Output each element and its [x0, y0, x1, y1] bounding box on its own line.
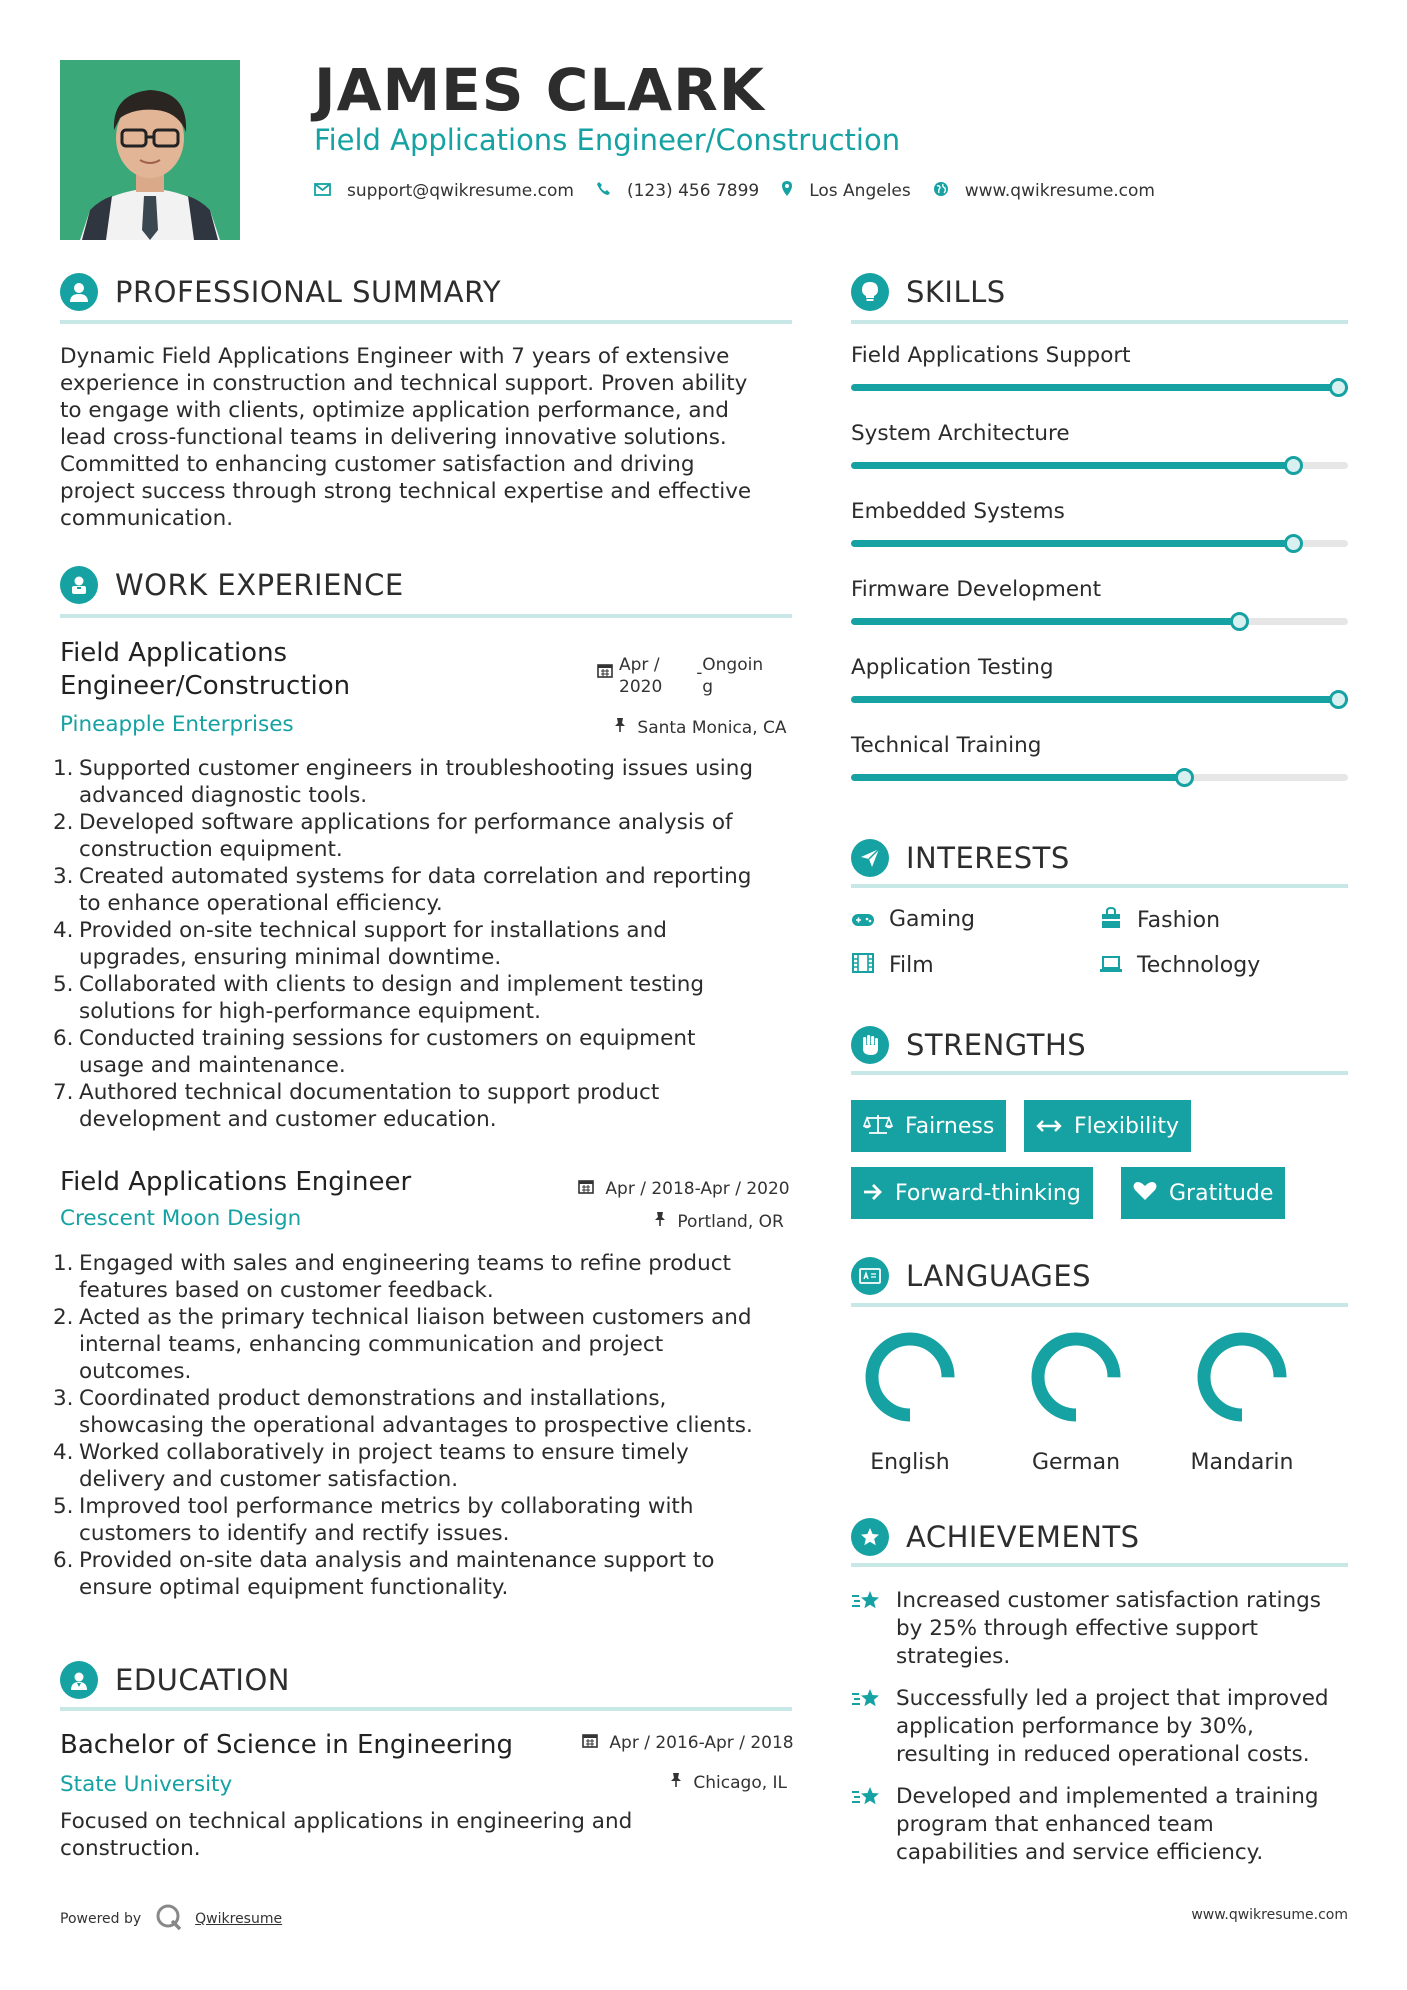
powered-by-label: Powered by: [60, 1911, 142, 1927]
skill-bar-fill: [851, 540, 1293, 547]
section-divider: [60, 614, 792, 618]
languages-header: [851, 1257, 1348, 1295]
company-name: Pineapple Enterprises: [60, 712, 294, 737]
contact-email[interactable]: support@qwikresume.com: [347, 180, 574, 201]
brand-link[interactable]: Qwikresume: [195, 1911, 283, 1927]
section-divider: [851, 1071, 1348, 1075]
skill-item: [851, 421, 1348, 499]
skill-bar: [851, 462, 1348, 469]
language-item: [850, 1330, 970, 1475]
job-bullets: [53, 755, 792, 1133]
envelope-icon: [314, 181, 331, 200]
achievement-item: Developed and implemented a training program that enhanced team capabilities and service efficiency.: [851, 1783, 1348, 1867]
language-card-icon: [851, 1257, 889, 1295]
list-item: 1. Supported customer engineers in troubleshooting issues using advanced diagnostic tools.: [53, 756, 754, 808]
skill-name: Field Applications Support: [851, 343, 1131, 368]
pushpin-icon: [654, 1212, 671, 1232]
balance-scale-icon: [863, 1113, 893, 1140]
degree-title: Bachelor of Science in Engineering: [60, 1730, 513, 1760]
contact-bar: [314, 180, 1177, 201]
briefcase-icon: [60, 566, 98, 604]
skill-bar-fill: [851, 774, 1184, 781]
skill-name: Technical Training: [851, 733, 1042, 758]
skill-bar-fill: [851, 618, 1239, 625]
skill-bar: [851, 696, 1348, 703]
language-gauge: [1016, 1330, 1136, 1430]
globe-icon: [933, 181, 949, 201]
interest-item: Film: [851, 953, 934, 978]
map-pin-icon: [781, 180, 793, 201]
skill-bar: [851, 384, 1348, 391]
list-item: 1. Engaged with sales and engineering teams to refine product features based on customer feedback.: [53, 1251, 731, 1303]
job-dates: Apr / 2018-Apr / 2020: [578, 1178, 790, 1199]
education-header: [60, 1661, 792, 1699]
heart-icon: [1133, 1181, 1157, 1206]
fist-icon: [851, 1026, 889, 1064]
list-item: 4. Worked collaboratively in project teams to ensure timely delivery and customer satisfaction.: [53, 1440, 689, 1492]
star-badge-icon: [851, 1518, 889, 1556]
graduate-icon: [60, 1661, 98, 1699]
strength-tag: Flexibility: [1024, 1100, 1191, 1152]
calendar-icon: [578, 1179, 599, 1199]
lightbulb-icon: [851, 273, 889, 311]
language-name: Mandarin: [1190, 1450, 1294, 1475]
calendar-icon: [597, 662, 613, 698]
section-title: LANGUAGES: [906, 1259, 1092, 1293]
language-item: [1016, 1330, 1136, 1475]
summary-text: Dynamic Field Applications Engineer with 7 years of extensive experience in construction and technical support. Proven ability to engage with clients, optimize application performance, and lead cross-functional teams in delivering innovative solutions. Committed to enhancing customer satisfaction and driving project success through strong technical expertise and effective communication.: [60, 344, 752, 531]
film-icon: [851, 953, 875, 978]
job-bullets: [53, 1250, 792, 1601]
strength-tag: Fairness: [851, 1100, 1006, 1152]
skill-bar-knob: [1175, 768, 1194, 787]
phone-icon: [596, 181, 611, 200]
footer-powered: [60, 1903, 282, 1935]
star-icon: [851, 1587, 896, 1671]
pushpin-icon: [670, 1773, 687, 1793]
skill-item: [851, 343, 1348, 421]
section-title: ACHIEVEMENTS: [906, 1520, 1140, 1554]
list-item: 2. Developed software applications for performance analysis of construction equipment.: [53, 810, 733, 862]
achievements-header: [851, 1518, 1348, 1556]
paper-plane-icon: [851, 839, 889, 877]
skills-header: [851, 273, 1348, 311]
contact-website[interactable]: www.qwikresume.com: [964, 180, 1155, 201]
list-item: 3. Coordinated product demonstrations and installations, showcasing the operational advantages to prospective clients.: [53, 1386, 753, 1438]
section-title: EDUCATION: [115, 1663, 291, 1697]
language-item: [1182, 1330, 1302, 1475]
job-location: Santa Monica, CA: [614, 717, 787, 738]
language-name: English: [870, 1450, 950, 1475]
list-item: 6. Conducted training sessions for customers on equipment usage and maintenance.: [53, 1026, 696, 1078]
achievement-item: Successfully led a project that improved application performance by 30%, resulting in reduced operational costs.: [851, 1685, 1348, 1769]
section-divider: [851, 1563, 1348, 1567]
list-item: 2. Acted as the primary technical liaison between customers and internal teams, enhancing communication and project outcomes.: [53, 1305, 752, 1384]
summary-header: [60, 273, 792, 311]
strengths-header: [851, 1026, 1348, 1064]
interest-item: Gaming: [851, 907, 975, 932]
language-gauge-arc: [1204, 1339, 1280, 1415]
skill-bar-fill: [851, 462, 1293, 469]
experience-header: [60, 566, 792, 604]
skill-name: Firmware Development: [851, 577, 1102, 602]
arrows-horizontal-icon: [1036, 1114, 1062, 1138]
language-gauge-arc: [1038, 1339, 1114, 1415]
skill-name: Application Testing: [851, 655, 1054, 680]
school-name: State University: [60, 1772, 233, 1797]
education-description: Focused on technical applications in engineering and construction.: [60, 1809, 633, 1861]
language-gauge-arc: [872, 1339, 948, 1415]
skill-name: Embedded Systems: [851, 499, 1065, 524]
skill-bar: [851, 618, 1348, 625]
section-divider: [851, 1303, 1348, 1307]
profile-photo: [60, 60, 240, 240]
section-divider: [851, 320, 1348, 324]
list-item: 3. Created automated systems for data correlation and reporting to enhance operational efficiency.: [53, 864, 752, 916]
achievement-item: Increased customer satisfaction ratings by 25% through effective support strategies.: [851, 1587, 1348, 1671]
skill-bar-knob: [1284, 534, 1303, 553]
user-icon: [60, 273, 98, 311]
contact-location: Los Angeles: [809, 180, 911, 201]
qwikresume-logo-icon: [155, 1903, 183, 1935]
strength-tag: Gratitude: [1121, 1167, 1285, 1219]
section-title: STRENGTHS: [906, 1028, 1087, 1062]
laptop-icon: [1099, 954, 1123, 978]
job-title: Field Applications Engineer/Construction: [60, 638, 351, 701]
bag-icon: [1099, 907, 1123, 934]
skill-bar: [851, 540, 1348, 547]
candidate-name: JAMES CLARK: [314, 56, 765, 124]
skill-bar: [851, 774, 1348, 781]
candidate-title: Field Applications Engineer/Construction: [314, 123, 901, 157]
skill-item: [851, 655, 1348, 733]
contact-phone[interactable]: (123) 456 7899: [626, 180, 760, 201]
skill-bar-fill: [851, 696, 1348, 703]
pushpin-icon: [614, 718, 631, 738]
calendar-icon: [582, 1733, 603, 1753]
interest-item: Fashion: [1099, 907, 1220, 934]
skill-list: [851, 343, 1348, 811]
star-icon: [851, 1783, 896, 1867]
skill-bar-knob: [1329, 690, 1348, 709]
list-item: 5. Improved tool performance metrics by collaborating with customers to identify and rectify issues.: [53, 1494, 694, 1546]
list-item: 7. Authored technical documentation to support product development and customer education.: [53, 1080, 660, 1132]
gamepad-icon: [851, 908, 875, 932]
section-title: SKILLS: [906, 275, 1006, 309]
language-gauge: [850, 1330, 970, 1430]
strength-tag: Forward-thinking: [851, 1167, 1093, 1219]
job-location: Portland, OR: [654, 1211, 784, 1232]
skill-name: System Architecture: [851, 421, 1070, 446]
job-title: Field Applications Engineer: [60, 1167, 412, 1197]
skill-bar-knob: [1230, 612, 1249, 631]
section-title: INTERESTS: [906, 841, 1070, 875]
list-item: 5. Collaborated with clients to design and implement testing solutions for high-performance equipment.: [53, 972, 705, 1024]
section-divider: [60, 1707, 792, 1711]
job-dates: Apr / 2020 - Ongoin g: [597, 654, 763, 698]
skill-item: [851, 499, 1348, 577]
interest-item: Technology: [1099, 953, 1260, 978]
education-dates: Apr / 2016-Apr / 2018: [582, 1732, 794, 1753]
skill-bar-fill: [851, 384, 1348, 391]
section-title: PROFESSIONAL SUMMARY: [115, 275, 502, 309]
skill-bar-knob: [1329, 378, 1348, 397]
section-divider: [60, 320, 792, 324]
section-title: WORK EXPERIENCE: [115, 568, 404, 602]
arrow-right-icon: [863, 1181, 883, 1205]
list-item: 6. Provided on-site data analysis and maintenance support to ensure optimal equipment functionality.: [53, 1548, 715, 1600]
skill-item: [851, 733, 1348, 811]
skill-bar-knob: [1284, 456, 1303, 475]
section-divider: [851, 884, 1348, 888]
education-location: Chicago, IL: [670, 1772, 787, 1793]
footer-website[interactable]: www.qwikresume.com: [1191, 1907, 1348, 1923]
interests-header: [851, 839, 1348, 877]
skill-item: [851, 577, 1348, 655]
language-name: German: [1031, 1450, 1121, 1475]
list-item: 4. Provided on-site technical support for installations and upgrades, ensuring minimal downtime.: [53, 918, 667, 970]
language-gauge: [1182, 1330, 1302, 1430]
company-name: Crescent Moon Design: [60, 1206, 302, 1231]
achievement-list: [851, 1587, 1348, 1867]
star-icon: [851, 1685, 896, 1769]
